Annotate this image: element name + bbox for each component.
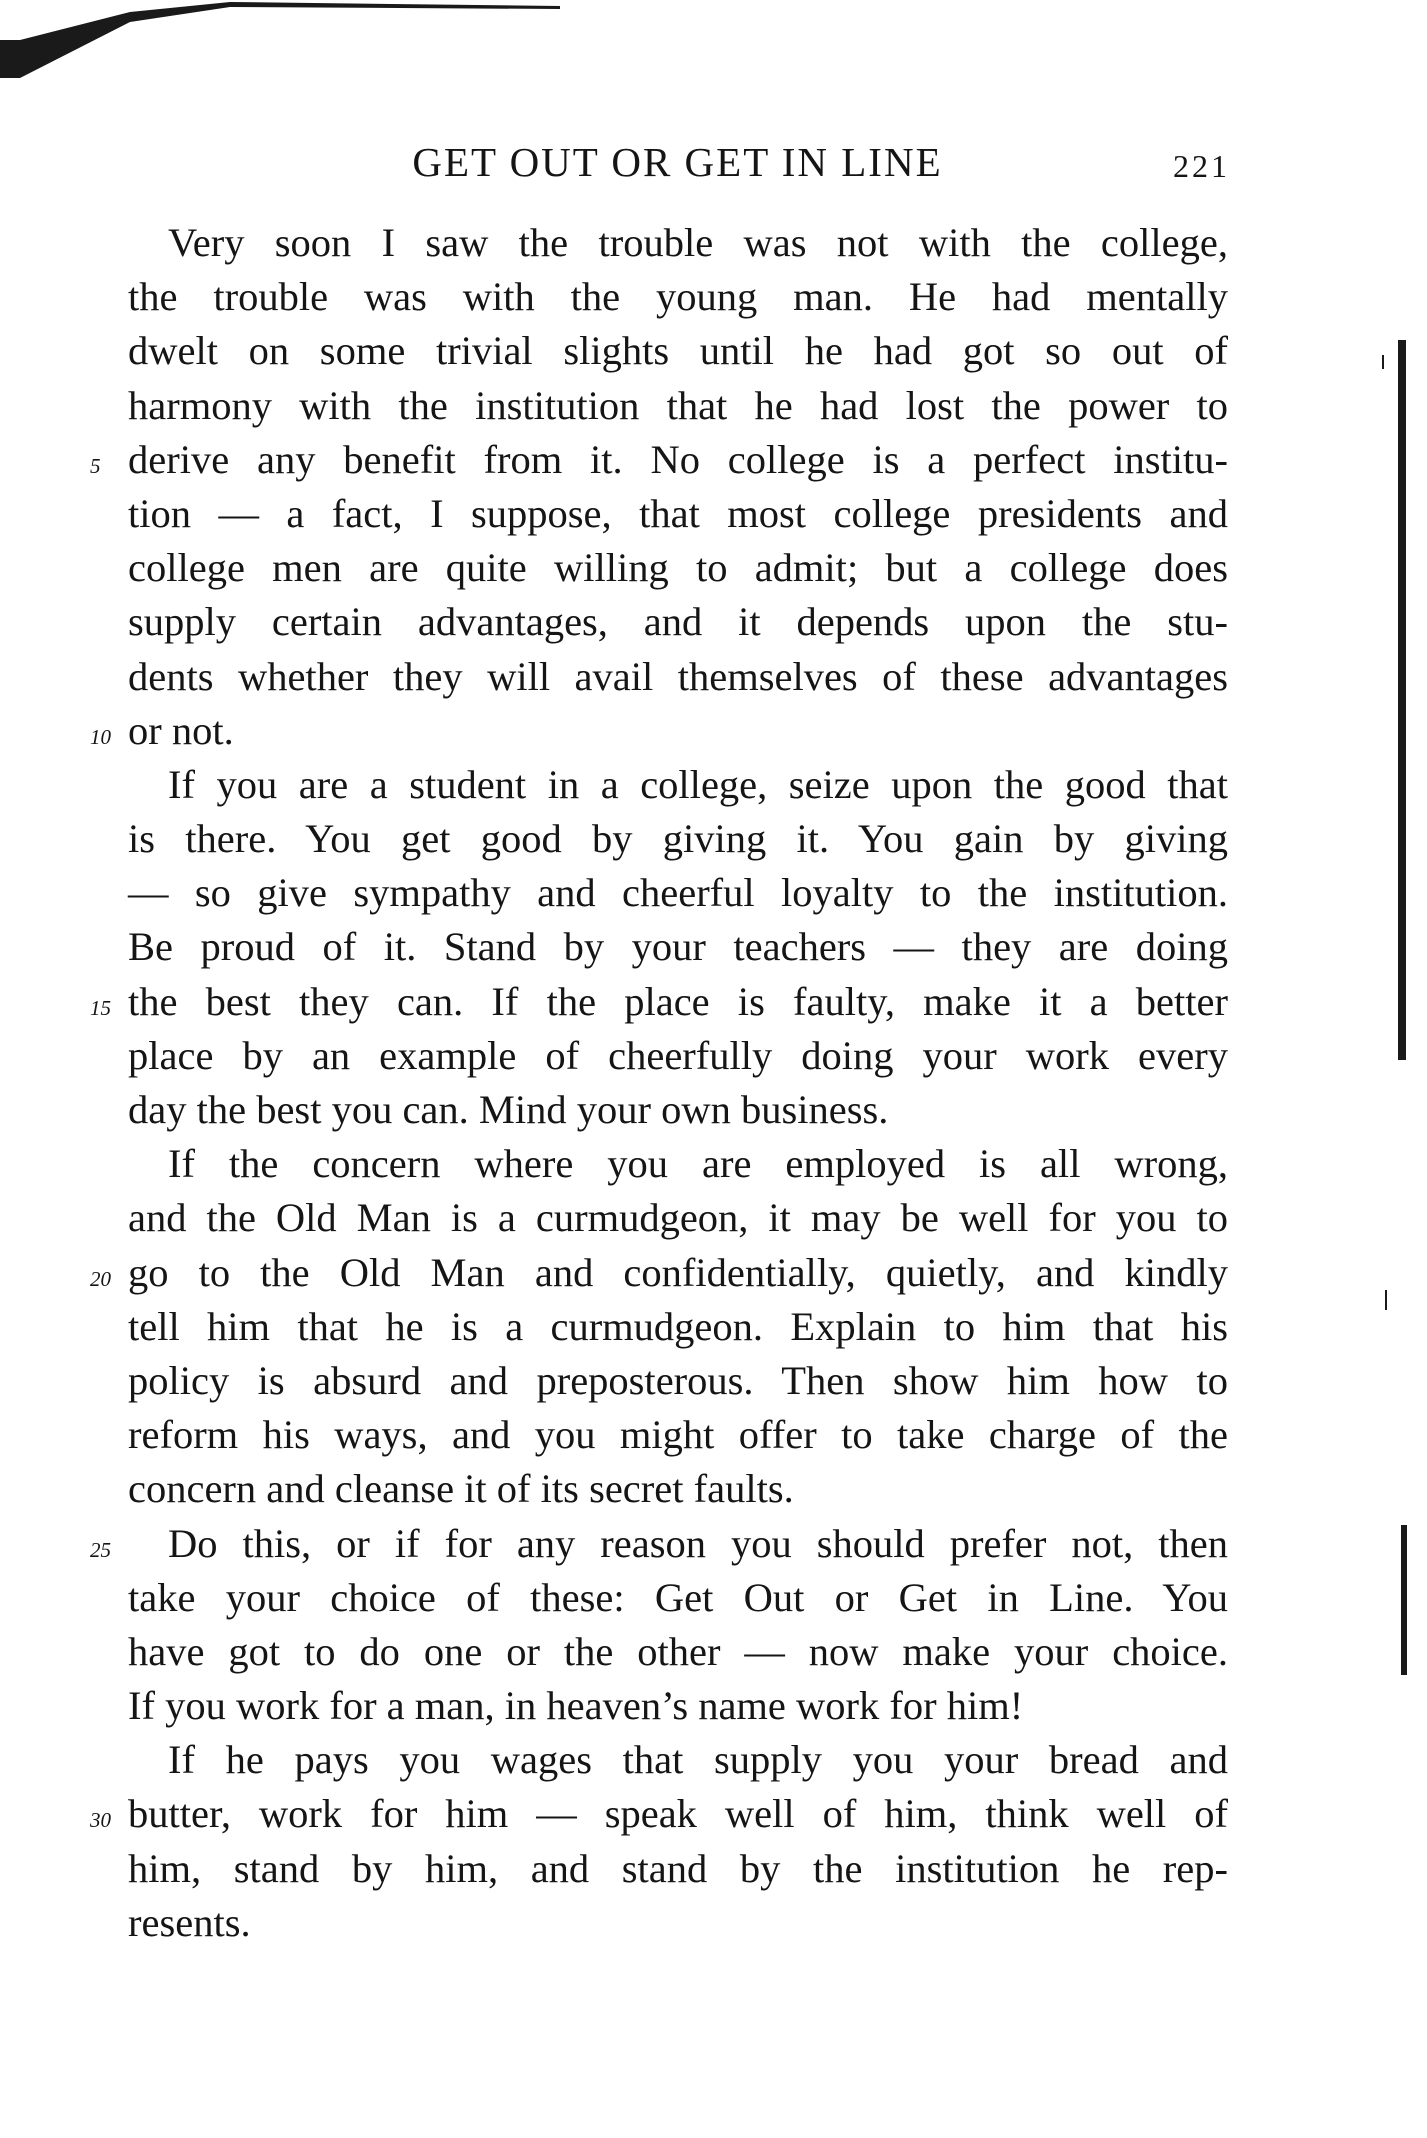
text-line: [128, 1083, 1228, 1137]
text-line: [128, 487, 1228, 541]
page-number: 221: [1173, 148, 1230, 184]
line-text: tell him that he is a curmudgeon. Explain to him that his: [128, 1303, 1228, 1349]
page-header: [125, 138, 1230, 190]
text-line: [128, 1029, 1228, 1083]
line-text: Do this, or if for any reason you should prefer not, then: [168, 1520, 1228, 1566]
line-text: day the best you can. Mind your own business.: [128, 1087, 889, 1132]
line-text: Very soon I saw the trouble was not with the college,: [168, 220, 1228, 265]
scan-edge-mark: [1401, 1525, 1407, 1675]
line-text: tion — a fact, I suppose, that most college presidents and: [128, 490, 1228, 536]
text-line: [128, 1300, 1228, 1354]
line-text: him, stand by him, and stand by the institution he rep-: [128, 1845, 1228, 1891]
line-text: If the concern where you are employed is all wrong,: [168, 1141, 1228, 1187]
line-text: the trouble was with the young man. He had mentally: [128, 274, 1228, 320]
text-line: [90, 704, 1228, 758]
scan-edge-mark: [1398, 340, 1406, 1060]
text-line: [128, 1733, 1228, 1787]
text-line: [128, 812, 1228, 866]
line-text: If you are a student in a college, seize upon the good that: [168, 761, 1228, 807]
text-line: [128, 1408, 1228, 1462]
text-line: [128, 1625, 1228, 1679]
text-line: [128, 1842, 1228, 1896]
line-number: 20: [90, 1266, 111, 1291]
line-text: the best they can. If the place is faulty, make it a better: [128, 978, 1228, 1024]
text-line: [128, 1137, 1228, 1191]
line-text: If he pays you wages that supply you your bread and: [168, 1737, 1228, 1783]
line-text: college men are quite willing to admit; but a college does: [128, 545, 1228, 591]
line-text: take your choice of these: Get Out or Get in Line. You: [128, 1574, 1228, 1620]
line-text: dents whether they will avail themselves of these advantages: [128, 653, 1228, 699]
line-text: and the Old Man is a curmudgeon, it may be well for you to: [128, 1195, 1228, 1241]
text-line: [128, 758, 1228, 812]
text-line: [128, 650, 1228, 704]
text-line: [128, 1462, 1228, 1516]
text-line: [128, 1571, 1228, 1625]
line-text: reform his ways, and you might offer to take charge of the: [128, 1412, 1228, 1458]
line-text: concern and cleanse it of its secret faults.: [128, 1466, 794, 1512]
line-text: policy is absurd and preposterous. Then show him how to: [128, 1357, 1228, 1403]
text-line: [128, 1354, 1228, 1408]
text-line: [90, 975, 1228, 1029]
scan-edge-mark: [1382, 355, 1384, 369]
line-text: or not.: [128, 707, 234, 753]
scan-edge-mark: [1385, 1290, 1387, 1310]
text-line: [128, 216, 1228, 270]
text-line: [90, 433, 1228, 487]
line-number: 25: [90, 1537, 111, 1562]
body-text: [90, 216, 1228, 1950]
line-number: 5: [90, 453, 101, 478]
text-line: [128, 595, 1228, 649]
text-line: [128, 1896, 1228, 1950]
text-line: [128, 920, 1228, 974]
line-text: go to the Old Man and confidentially, quietly, and kindly: [128, 1249, 1228, 1295]
line-text: have got to do one or the other — now make your choice.: [128, 1628, 1228, 1674]
line-text: resents.: [128, 1899, 251, 1945]
text-line: [90, 1246, 1228, 1300]
line-text: derive any benefit from it. No college is a perfect institu-: [128, 436, 1228, 482]
text-line: [128, 379, 1228, 433]
text-line: [128, 866, 1228, 920]
text-line: [128, 1191, 1228, 1245]
line-number: 30: [90, 1808, 111, 1833]
line-text: is there. You get good by giving it. You gain by giving: [128, 816, 1228, 862]
text-line: [90, 1787, 1228, 1841]
running-head: GET OUT OR GET IN LINE: [412, 139, 943, 185]
line-text: supply certain advantages, and it depends upon the stu-: [128, 599, 1228, 645]
line-text: — so give sympathy and cheerful loyalty to the institution.: [128, 870, 1228, 916]
text-line: [128, 270, 1228, 324]
line-number: 10: [90, 724, 111, 749]
line-text: If you work for a man, in heaven’s name work for him!: [128, 1683, 1024, 1729]
line-text: place by an example of cheerfully doing your work every: [128, 1032, 1228, 1078]
line-text: butter, work for him — speak well of him, think well of: [128, 1791, 1228, 1837]
text-line: [128, 1679, 1228, 1733]
line-text: dwelt on some trivial slights until he had got so out of: [128, 328, 1228, 374]
text-line: [128, 324, 1228, 378]
line-text: Be proud of it. Stand by your teachers — they are doing: [128, 924, 1228, 970]
text-line: [90, 1517, 1228, 1571]
text-line: [128, 541, 1228, 595]
line-text: harmony with the institution that he had lost the power to: [128, 382, 1228, 428]
scan-corner-mark: [0, 0, 560, 110]
line-number: 15: [90, 995, 111, 1020]
